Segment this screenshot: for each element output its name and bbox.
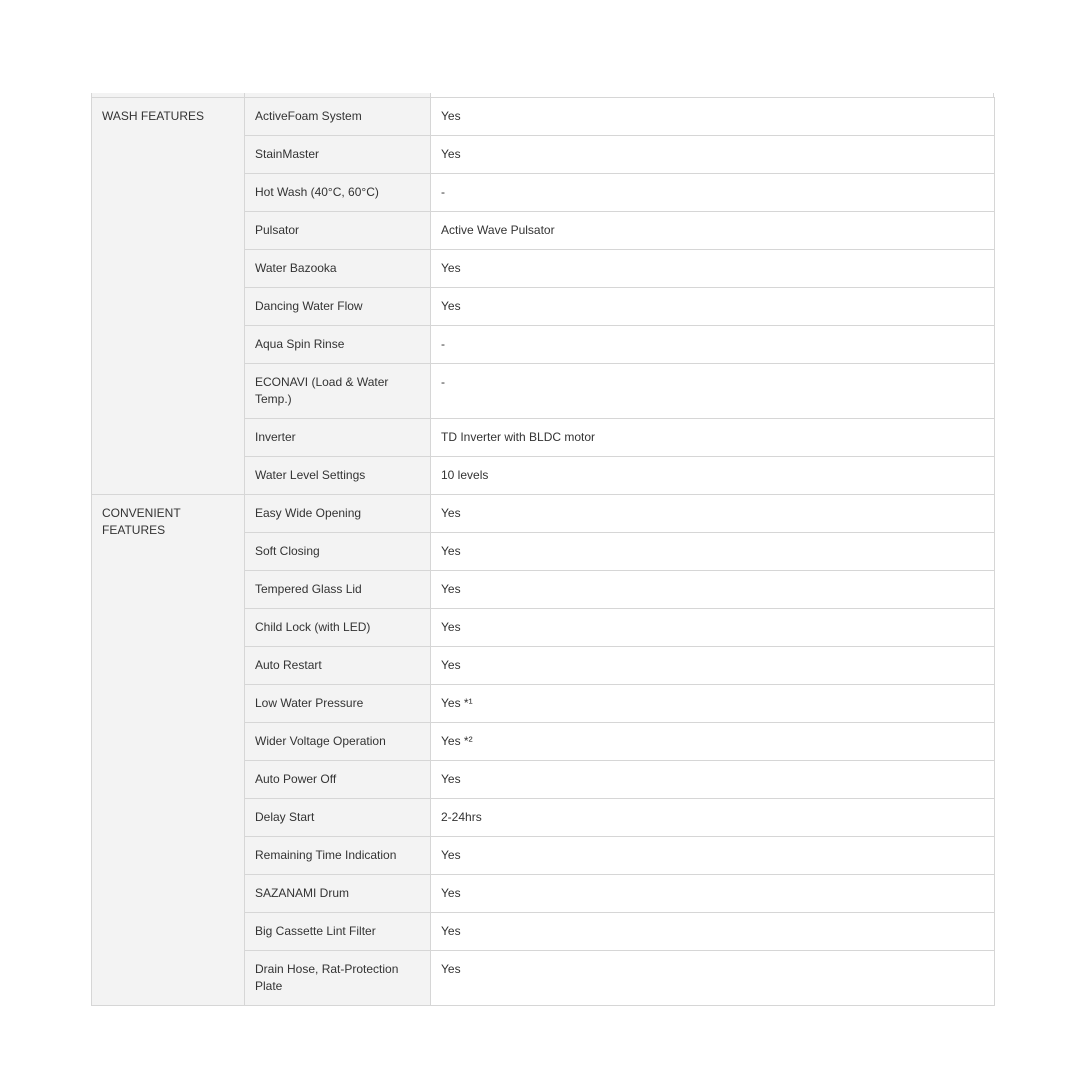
feature-value-cell: Yes	[431, 951, 995, 1006]
feature-value-cell: Yes	[431, 761, 995, 799]
feature-value-cell: Yes	[431, 495, 995, 533]
feature-name-cell: Big Cassette Lint Filter	[245, 913, 431, 951]
feature-value-cell: Yes *¹	[431, 685, 995, 723]
feature-name-cell: StainMaster	[245, 136, 431, 174]
feature-name-cell: Remaining Time Indication	[245, 837, 431, 875]
category-cell: CONVENIENT FEATURES	[92, 495, 245, 1006]
feature-name-cell: Dancing Water Flow	[245, 288, 431, 326]
feature-value-cell: Yes	[431, 533, 995, 571]
feature-value-cell: Yes	[431, 837, 995, 875]
feature-value-cell: Yes *²	[431, 723, 995, 761]
feature-value-cell: Yes	[431, 136, 995, 174]
category-cell: WASH FEATURES	[92, 98, 245, 495]
feature-name-cell: Inverter	[245, 419, 431, 457]
feature-name-cell: Auto Power Off	[245, 761, 431, 799]
feature-name-cell: Aqua Spin Rinse	[245, 326, 431, 364]
feature-value-cell: Yes	[431, 98, 995, 136]
feature-name-cell: Easy Wide Opening	[245, 495, 431, 533]
feature-name-cell: Delay Start	[245, 799, 431, 837]
feature-value-cell: Yes	[431, 647, 995, 685]
feature-value-cell: Yes	[431, 875, 995, 913]
feature-value-cell: 2-24hrs	[431, 799, 995, 837]
feature-value-cell: Yes	[431, 609, 995, 647]
feature-name-cell: Low Water Pressure	[245, 685, 431, 723]
feature-value-cell: Yes	[431, 288, 995, 326]
table-top-edge	[91, 93, 994, 97]
feature-value-cell: Yes	[431, 913, 995, 951]
feature-name-cell: SAZANAMI Drum	[245, 875, 431, 913]
spec-table	[91, 97, 995, 1006]
feature-name-cell: Hot Wash (40°C, 60°C)	[245, 174, 431, 212]
feature-name-cell: ActiveFoam System	[245, 98, 431, 136]
spec-table-container	[91, 93, 994, 1006]
feature-name-cell: Tempered Glass Lid	[245, 571, 431, 609]
feature-name-cell: Soft Closing	[245, 533, 431, 571]
feature-value-cell: Active Wave Pulsator	[431, 212, 995, 250]
feature-name-cell: Water Bazooka	[245, 250, 431, 288]
feature-value-cell: Yes	[431, 250, 995, 288]
feature-value-cell: Yes	[431, 571, 995, 609]
table-row	[92, 495, 995, 533]
feature-value-cell: -	[431, 174, 995, 212]
feature-name-cell: Water Level Settings	[245, 457, 431, 495]
feature-value-cell: 10 levels	[431, 457, 995, 495]
feature-name-cell: Pulsator	[245, 212, 431, 250]
table-row	[92, 98, 995, 136]
feature-name-cell: Wider Voltage Operation	[245, 723, 431, 761]
feature-value-cell: TD Inverter with BLDC motor	[431, 419, 995, 457]
feature-value-cell: -	[431, 364, 995, 419]
feature-name-cell: Child Lock (with LED)	[245, 609, 431, 647]
feature-name-cell: Drain Hose, Rat-Protection Plate	[245, 951, 431, 1006]
feature-value-cell: -	[431, 326, 995, 364]
spec-table-body	[92, 98, 995, 1006]
feature-name-cell: Auto Restart	[245, 647, 431, 685]
feature-name-cell: ECONAVI (Load & Water Temp.)	[245, 364, 431, 419]
